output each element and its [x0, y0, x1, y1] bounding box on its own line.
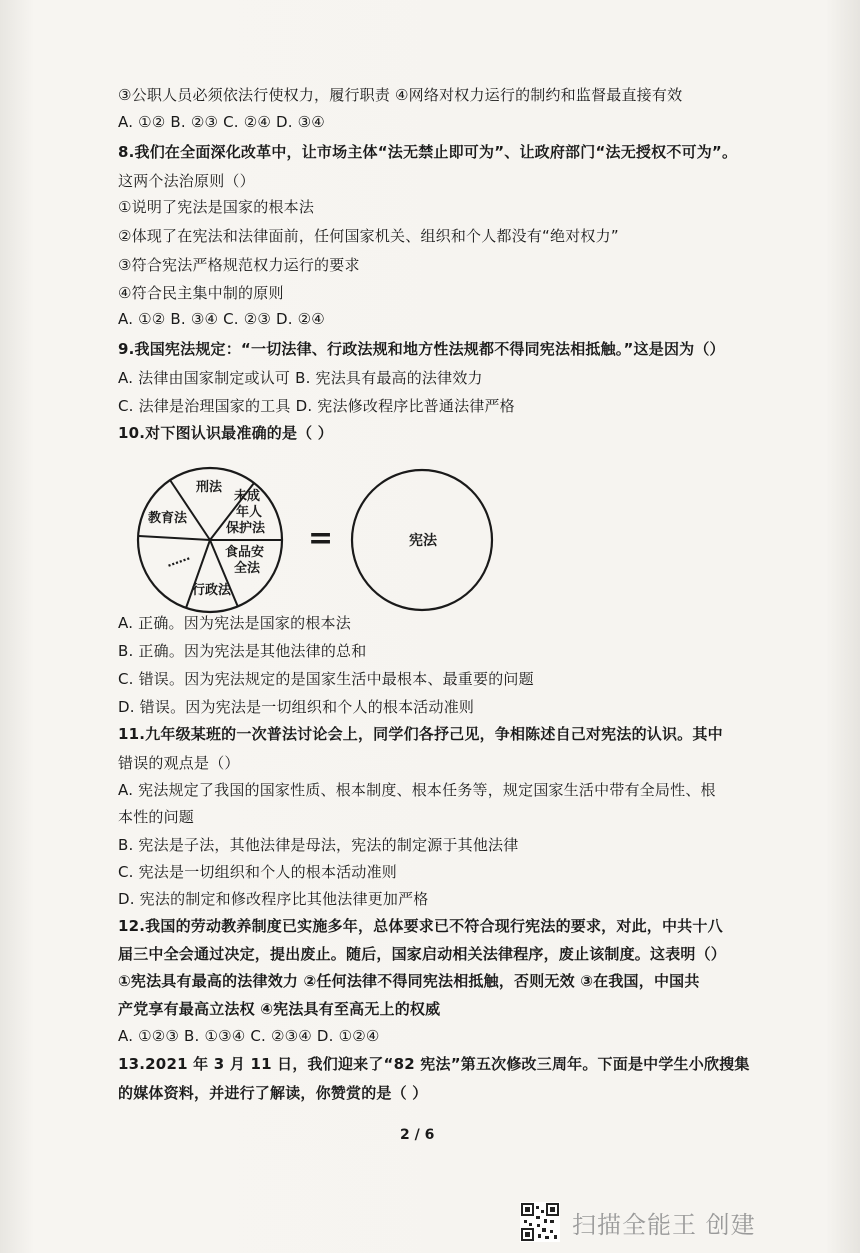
text-line: A. ①②③ B. ①③④ C. ②③④ D. ①②④	[118, 1027, 380, 1045]
scanner-watermark	[520, 1200, 756, 1244]
constitution-diagram	[130, 460, 510, 620]
sector-label-ellipsis: ……	[164, 548, 192, 570]
text-line: ①说明了宪法是国家的根本法	[118, 198, 315, 216]
text-line: C. 法律是治理国家的工具 D. 宪法修改程序比普通法律严格	[118, 397, 515, 415]
text-line: C. 宪法是一切组织和个人的根本活动准则	[118, 863, 398, 881]
text-line: B. 宪法是子法，其他法律是母法，宪法的制定源于其他法律	[118, 836, 519, 854]
text-line: ④符合民主集中制的原则	[118, 284, 284, 302]
text-line: 8.我们在全面深化改革中，让市场主体“法无禁止即可为”、让政府部门“法无授权不可为”。	[118, 143, 738, 161]
text-line: 10.对下图认识最准确的是（ ）	[118, 424, 333, 442]
text-line: D. 宪法的制定和修改程序比其他法律更加严格	[118, 890, 429, 908]
sector-label-criminal-law: 刑法	[196, 480, 223, 495]
text-line: ③符合宪法严格规范权力运行的要求	[118, 256, 360, 274]
text-line: 11.九年级某班的一次普法讨论会上，同学们各抒己见，争相陈述自己对宪法的认识。其中	[118, 725, 723, 743]
text-line: A. ①② B. ③④ C. ②③ D. ②④	[118, 310, 325, 328]
sector-label-food-safety-1: 食品安	[225, 545, 265, 560]
text-line: 的媒体资料，并进行了解读，你赞赏的是（ ）	[118, 1084, 428, 1102]
sector-label-minor-protection-1: 未成	[234, 489, 261, 504]
text-line: B. 正确。因为宪法是其他法律的总和	[118, 642, 367, 660]
sector-label-administrative-law: 行政法	[192, 583, 232, 598]
text-line: 错误的观点是（）	[118, 754, 240, 772]
text-line: A. 正确。因为宪法是国家的根本法	[118, 614, 351, 632]
sector-label-food-safety-2: 全法	[234, 561, 261, 576]
text-line: A. 法律由国家制定或认可 B. 宪法具有最高的法律效力	[118, 369, 483, 387]
text-line: A. ①② B. ②③ C. ②④ D. ③④	[118, 113, 325, 131]
text-line: ②体现了在宪法和法律面前，任何国家机关、组织和个人都没有“绝对权力”	[118, 227, 619, 245]
text-line: 本性的问题	[118, 808, 195, 826]
equals-sign: =	[308, 521, 334, 556]
sector-label-minor-protection-2: 年人	[236, 505, 263, 520]
text-line: C. 错误。因为宪法规定的是国家生活中最根本、最重要的问题	[118, 670, 534, 688]
watermark-text: 扫描全能王 创建	[572, 1210, 756, 1239]
text-line: ③公职人员必须依法行使权力，履行职责 ④网络对权力运行的制约和监督最直接有效	[118, 86, 683, 104]
sector-label-education-law: 教育法	[148, 511, 188, 526]
sector-label-minor-protection-3: 保护法	[226, 521, 266, 536]
text-line: 产党享有最高立法权 ④宪法具有至高无上的权威	[118, 1000, 441, 1018]
text-line: A. 宪法规定了我国的国家性质、根本制度、根本任务等，规定国家生活中带有全局性、根	[118, 781, 716, 799]
text-line: ①宪法具有最高的法律效力 ②任何法律不得同宪法相抵触，否则无效 ③在我国，中国共	[118, 972, 700, 990]
page-number: 2 / 6	[400, 1127, 435, 1143]
text-line: 9.我国宪法规定：“一切法律、行政法规和地方性法规都不得同宪法相抵触。”这是因为（）	[118, 340, 725, 358]
text-line: 届三中全会通过决定，提出废止。随后，国家启动相关法律程序，废止该制度。这表明（）	[118, 945, 727, 963]
text-line: 13.2021 年 3 月 11 日，我们迎来了“82 宪法”第五次修改三周年。下面是中学生小欣搜集	[118, 1055, 750, 1073]
qr-code-icon	[520, 1202, 560, 1242]
text-line: 这两个法治原则（）	[118, 172, 255, 190]
text-line: 12.我国的劳动教养制度已实施多年，总体要求已不符合现行宪法的要求，对此，中共十八	[118, 917, 723, 935]
constitution-label: 宪法	[409, 533, 437, 549]
text-line: D. 错误。因为宪法是一切组织和个人的根本活动准则	[118, 698, 475, 716]
